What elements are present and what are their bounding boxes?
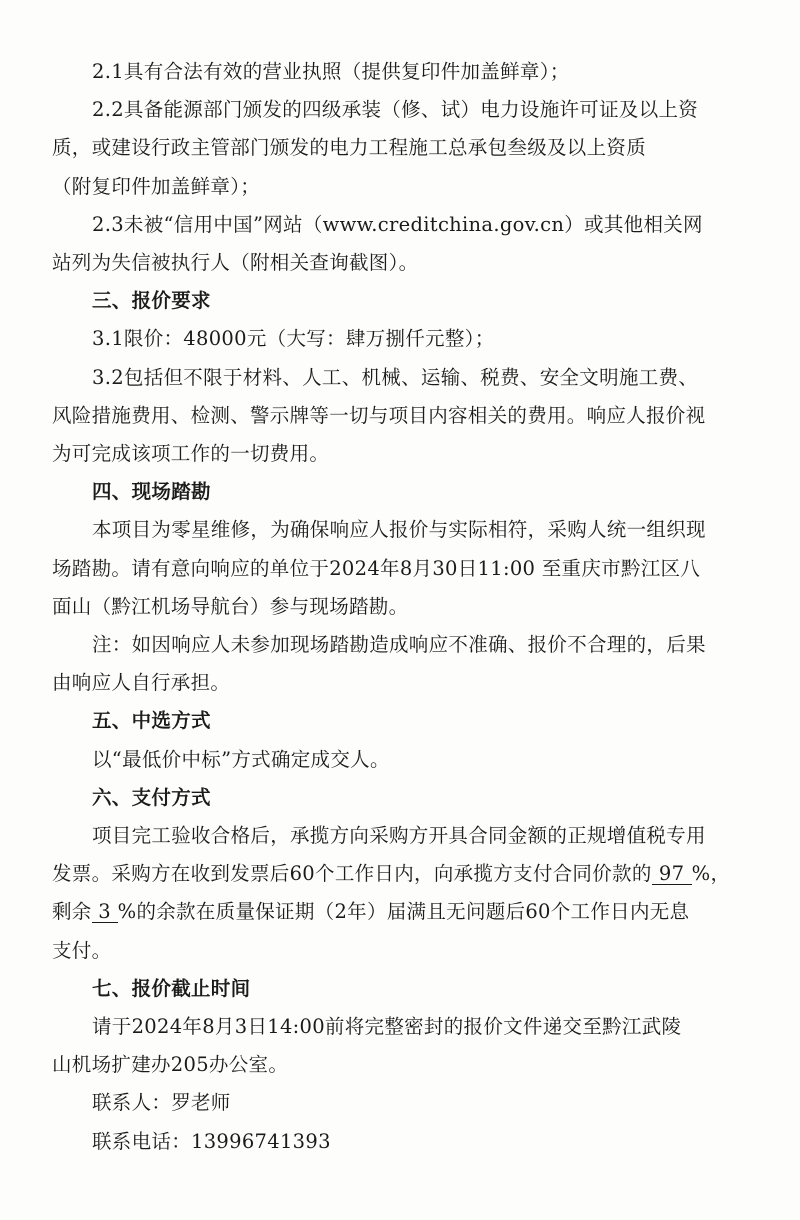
site-visit-note-line-1: 注：如因响应人未参加现场踏勘造成响应不准确、报价不合理的，后果 bbox=[92, 633, 706, 657]
site-visit-line-2: 场踏勘。请有意向响应的单位于2024年8月30日11:00 至重庆市黔江区八 bbox=[52, 556, 701, 580]
site-visit-line-3: 面山（黔江机场导航台）参与现场踏勘。 bbox=[52, 594, 409, 618]
item-2-3-line-1: 2.3未被“信用中国”网站（www.creditchina.gov.cn）或其他相关网 bbox=[92, 212, 703, 236]
section-7-heading: 七、报价截止时间 bbox=[92, 976, 251, 1000]
item-3-2-line-1: 3.2包括但不限于材料、人工、机械、运输、税费、安全文明施工费、 bbox=[92, 365, 699, 389]
section-6-heading: 六、支付方式 bbox=[92, 785, 211, 809]
site-visit-note-line-2: 由响应人自行承担。 bbox=[52, 671, 231, 695]
item-2-2-line-1: 2.2具备能源部门颁发的四级承装（修、试）电力设施许可证及以上资 bbox=[92, 98, 699, 122]
retention-percent-value: 3 bbox=[92, 902, 118, 923]
payment-line-4: 支付。 bbox=[52, 938, 112, 962]
deadline-line-1: 请于2024年8月3日14:00前将完整密封的报价文件递交至黔江武陵 bbox=[92, 1015, 682, 1039]
payment-line-1: 项目完工验收合格后，承揽方向采购方开具合同金额的正规增值税专用 bbox=[92, 824, 706, 848]
section-5-heading: 五、中选方式 bbox=[92, 709, 211, 733]
payment-line-3 bbox=[52, 893, 752, 931]
payment-line-3-prefix: 剩余 bbox=[52, 900, 92, 924]
item-2-2-line-2: 质，或建设行政主管部门颁发的电力工程施工总承包叁级及以上资质 bbox=[52, 136, 647, 160]
item-2-3-line-2: 站列为失信被执行人（附相关查询截图）。 bbox=[52, 251, 419, 275]
deadline-line-2: 山机场扩建办205办公室。 bbox=[52, 1053, 289, 1077]
item-3-2-line-2: 风险措施费用、检测、警示牌等一切与项目内容相关的费用。响应人报价视 bbox=[52, 403, 706, 427]
item-2-1: 2.1具有合法有效的营业执照（提供复印件加盖鲜章）； bbox=[92, 60, 570, 83]
payment-line-3-suffix: %的余款在质量保证期（2年）届满且无问题后60个工作日内无息 bbox=[117, 900, 690, 924]
site-visit-line-1: 本项目为零星维修，为确保响应人报价与实际相符，采购人统一组织现 bbox=[92, 518, 706, 542]
selection-method-text: 以“最低价中标”方式确定成交人。 bbox=[92, 747, 390, 771]
payment-line-2-suffix: %， bbox=[691, 862, 731, 886]
payment-line-2-prefix: 发票。采购方在收到发票后60个工作日内，向承揽方支付合同价款的 bbox=[52, 862, 652, 886]
contact-phone: 联系电话：13996741393 bbox=[92, 1129, 331, 1153]
item-2-2-line-3: （附复印件加盖鲜章）； bbox=[52, 174, 261, 198]
item-3-1: 3.1限价：48000元（大写：肆万捌仟元整）； bbox=[92, 327, 495, 351]
payment-line-2 bbox=[52, 855, 752, 893]
section-3-heading: 三、报价要求 bbox=[92, 289, 211, 313]
contact-person: 联系人：罗老师 bbox=[92, 1091, 231, 1115]
section-4-heading: 四、现场踏勘 bbox=[92, 480, 211, 504]
item-3-2-line-3: 为可完成该项工作的一切费用。 bbox=[52, 442, 330, 466]
payment-percent-value: 97 bbox=[652, 864, 692, 885]
